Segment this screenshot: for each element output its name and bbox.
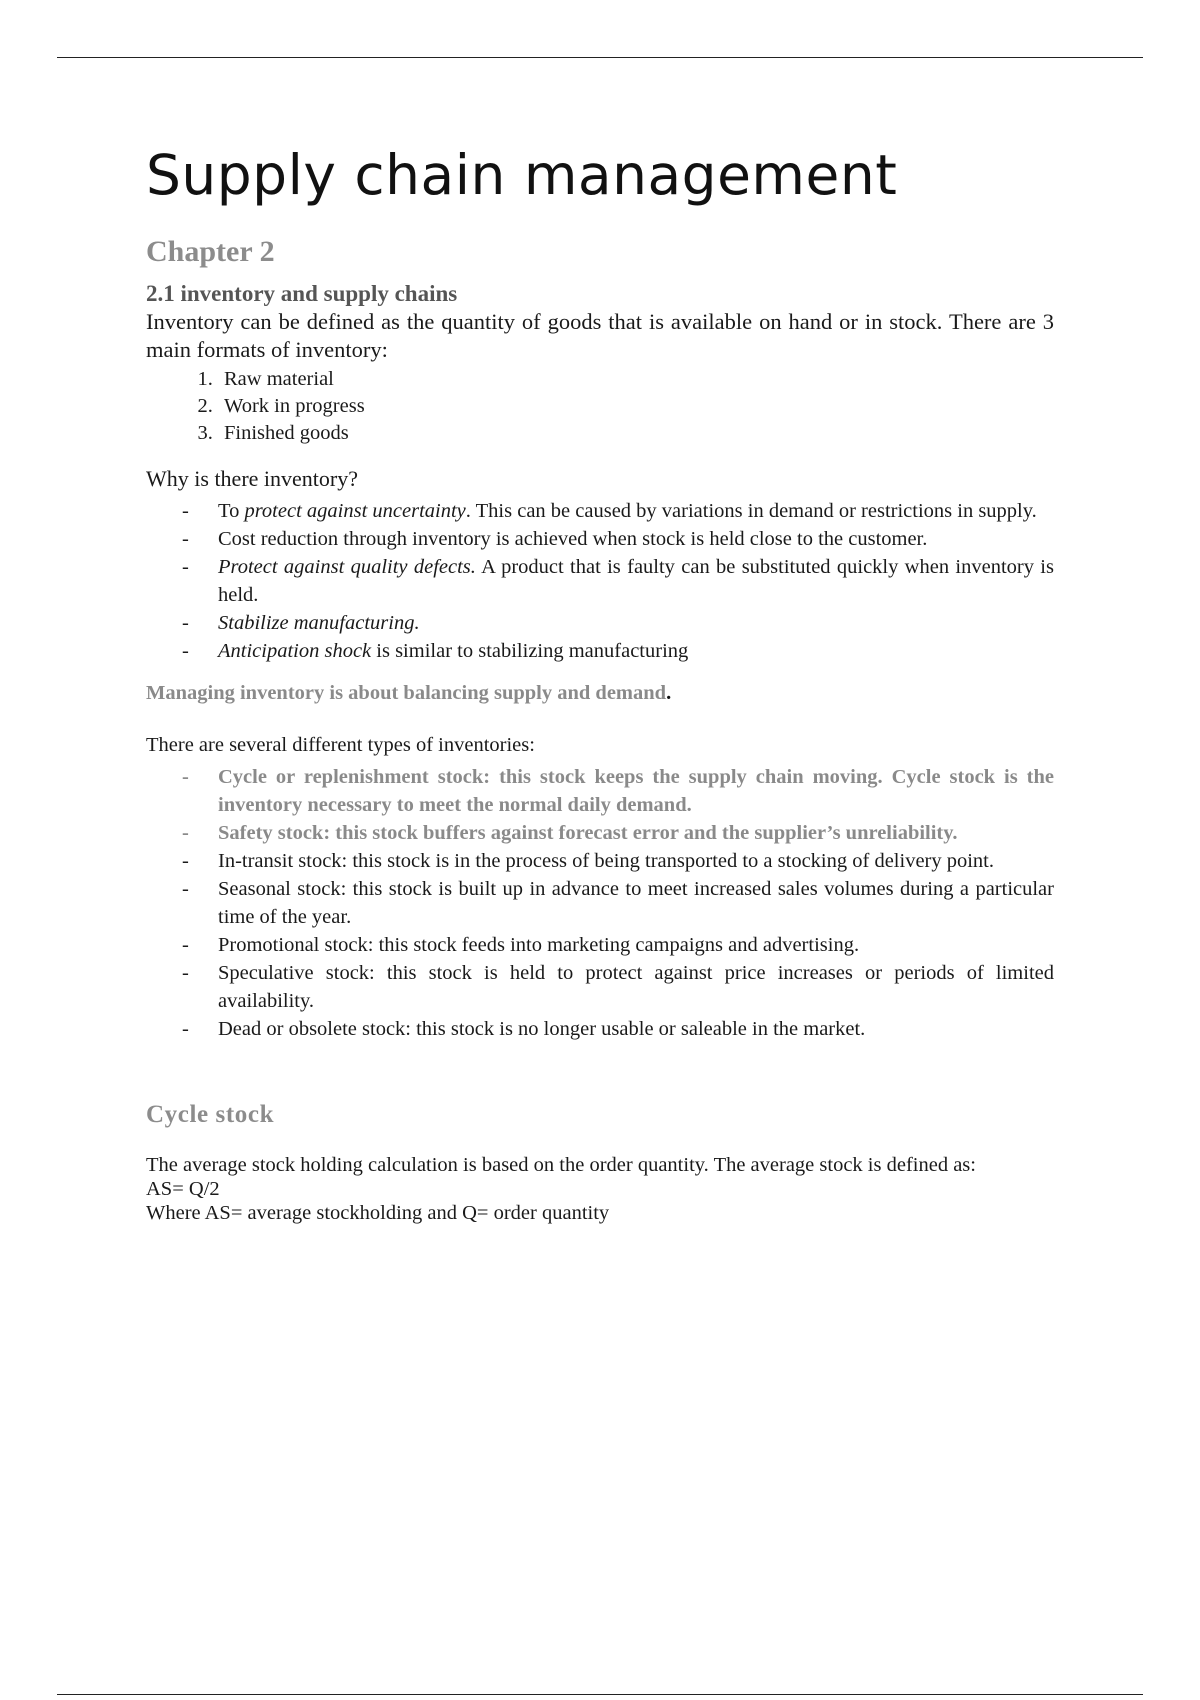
chapter-heading: Chapter 2 <box>146 235 275 268</box>
list-item: - Cost reduction through inventory is achieved when stock is held close to the customer. <box>218 525 1054 553</box>
list-item: - Promotional stock: this stock feeds into marketing campaigns and advertising. <box>218 931 1054 959</box>
list-item: - Cycle or replenishment stock: this stock keeps the supply chain moving. Cycle stock is the inventory necessary to meet the normal daily demand. <box>218 763 1054 819</box>
bottom-rule <box>57 1694 1143 1695</box>
cycle-line: Where AS= average stockholding and Q= order quantity <box>146 1202 610 1224</box>
types-intro: There are several different types of inventories: <box>146 734 535 756</box>
intro-paragraph: Inventory can be defined as the quantity of goods that is available on hand or in stock. There are 3 main formats of inventory: <box>146 309 1054 362</box>
document-title: Supply chain management <box>146 143 898 207</box>
inventory-types-list <box>146 763 1054 1043</box>
why-inventory-heading: Why is there inventory? <box>146 466 358 491</box>
cycle-stock-heading: Cycle stock <box>146 1101 275 1128</box>
list-item: - Protect against quality defects. A product that is faulty can be substituted quickly when inventory is held. <box>218 553 1054 609</box>
list-item: - Anticipation shock is similar to stabilizing manufacturing <box>218 637 1054 665</box>
list-item: - To protect against uncertainty. This can be caused by variations in demand or restrictions in supply. <box>218 497 1054 525</box>
document-page <box>146 140 1054 1225</box>
inventory-formats-list <box>146 366 1054 447</box>
section-heading: 2.1 inventory and supply chains <box>146 281 458 306</box>
top-rule <box>57 57 1143 58</box>
list-item: - In-transit stock: this stock is in the process of being transported to a stocking of delivery point. <box>218 847 1054 875</box>
list-item: - Stabilize manufacturing. <box>218 609 1054 637</box>
list-item: - Dead or obsolete stock: this stock is no longer usable or saleable in the market. <box>218 1015 1054 1043</box>
balance-statement: Managing inventory is about balancing supply and demand. <box>146 682 672 704</box>
list-item: 1. Raw material <box>218 366 1054 393</box>
cycle-formula: AS= Q/2 <box>146 1178 220 1200</box>
list-item: 2. Work in progress <box>218 393 1054 420</box>
list-item: - Safety stock: this stock buffers against forecast error and the supplier’s unreliability. <box>218 819 1054 847</box>
cycle-stock-body <box>146 1153 1054 1225</box>
list-item: 3. Finished goods <box>218 420 1054 447</box>
list-item: - Seasonal stock: this stock is built up in advance to meet increased sales volumes during a particular time of the year. <box>218 875 1054 931</box>
reasons-list <box>146 497 1054 665</box>
list-item: - Speculative stock: this stock is held to protect against price increases or periods of limited availability. <box>218 959 1054 1015</box>
cycle-line: The average stock holding calculation is based on the order quantity. The average stock is defined as: <box>146 1154 976 1176</box>
